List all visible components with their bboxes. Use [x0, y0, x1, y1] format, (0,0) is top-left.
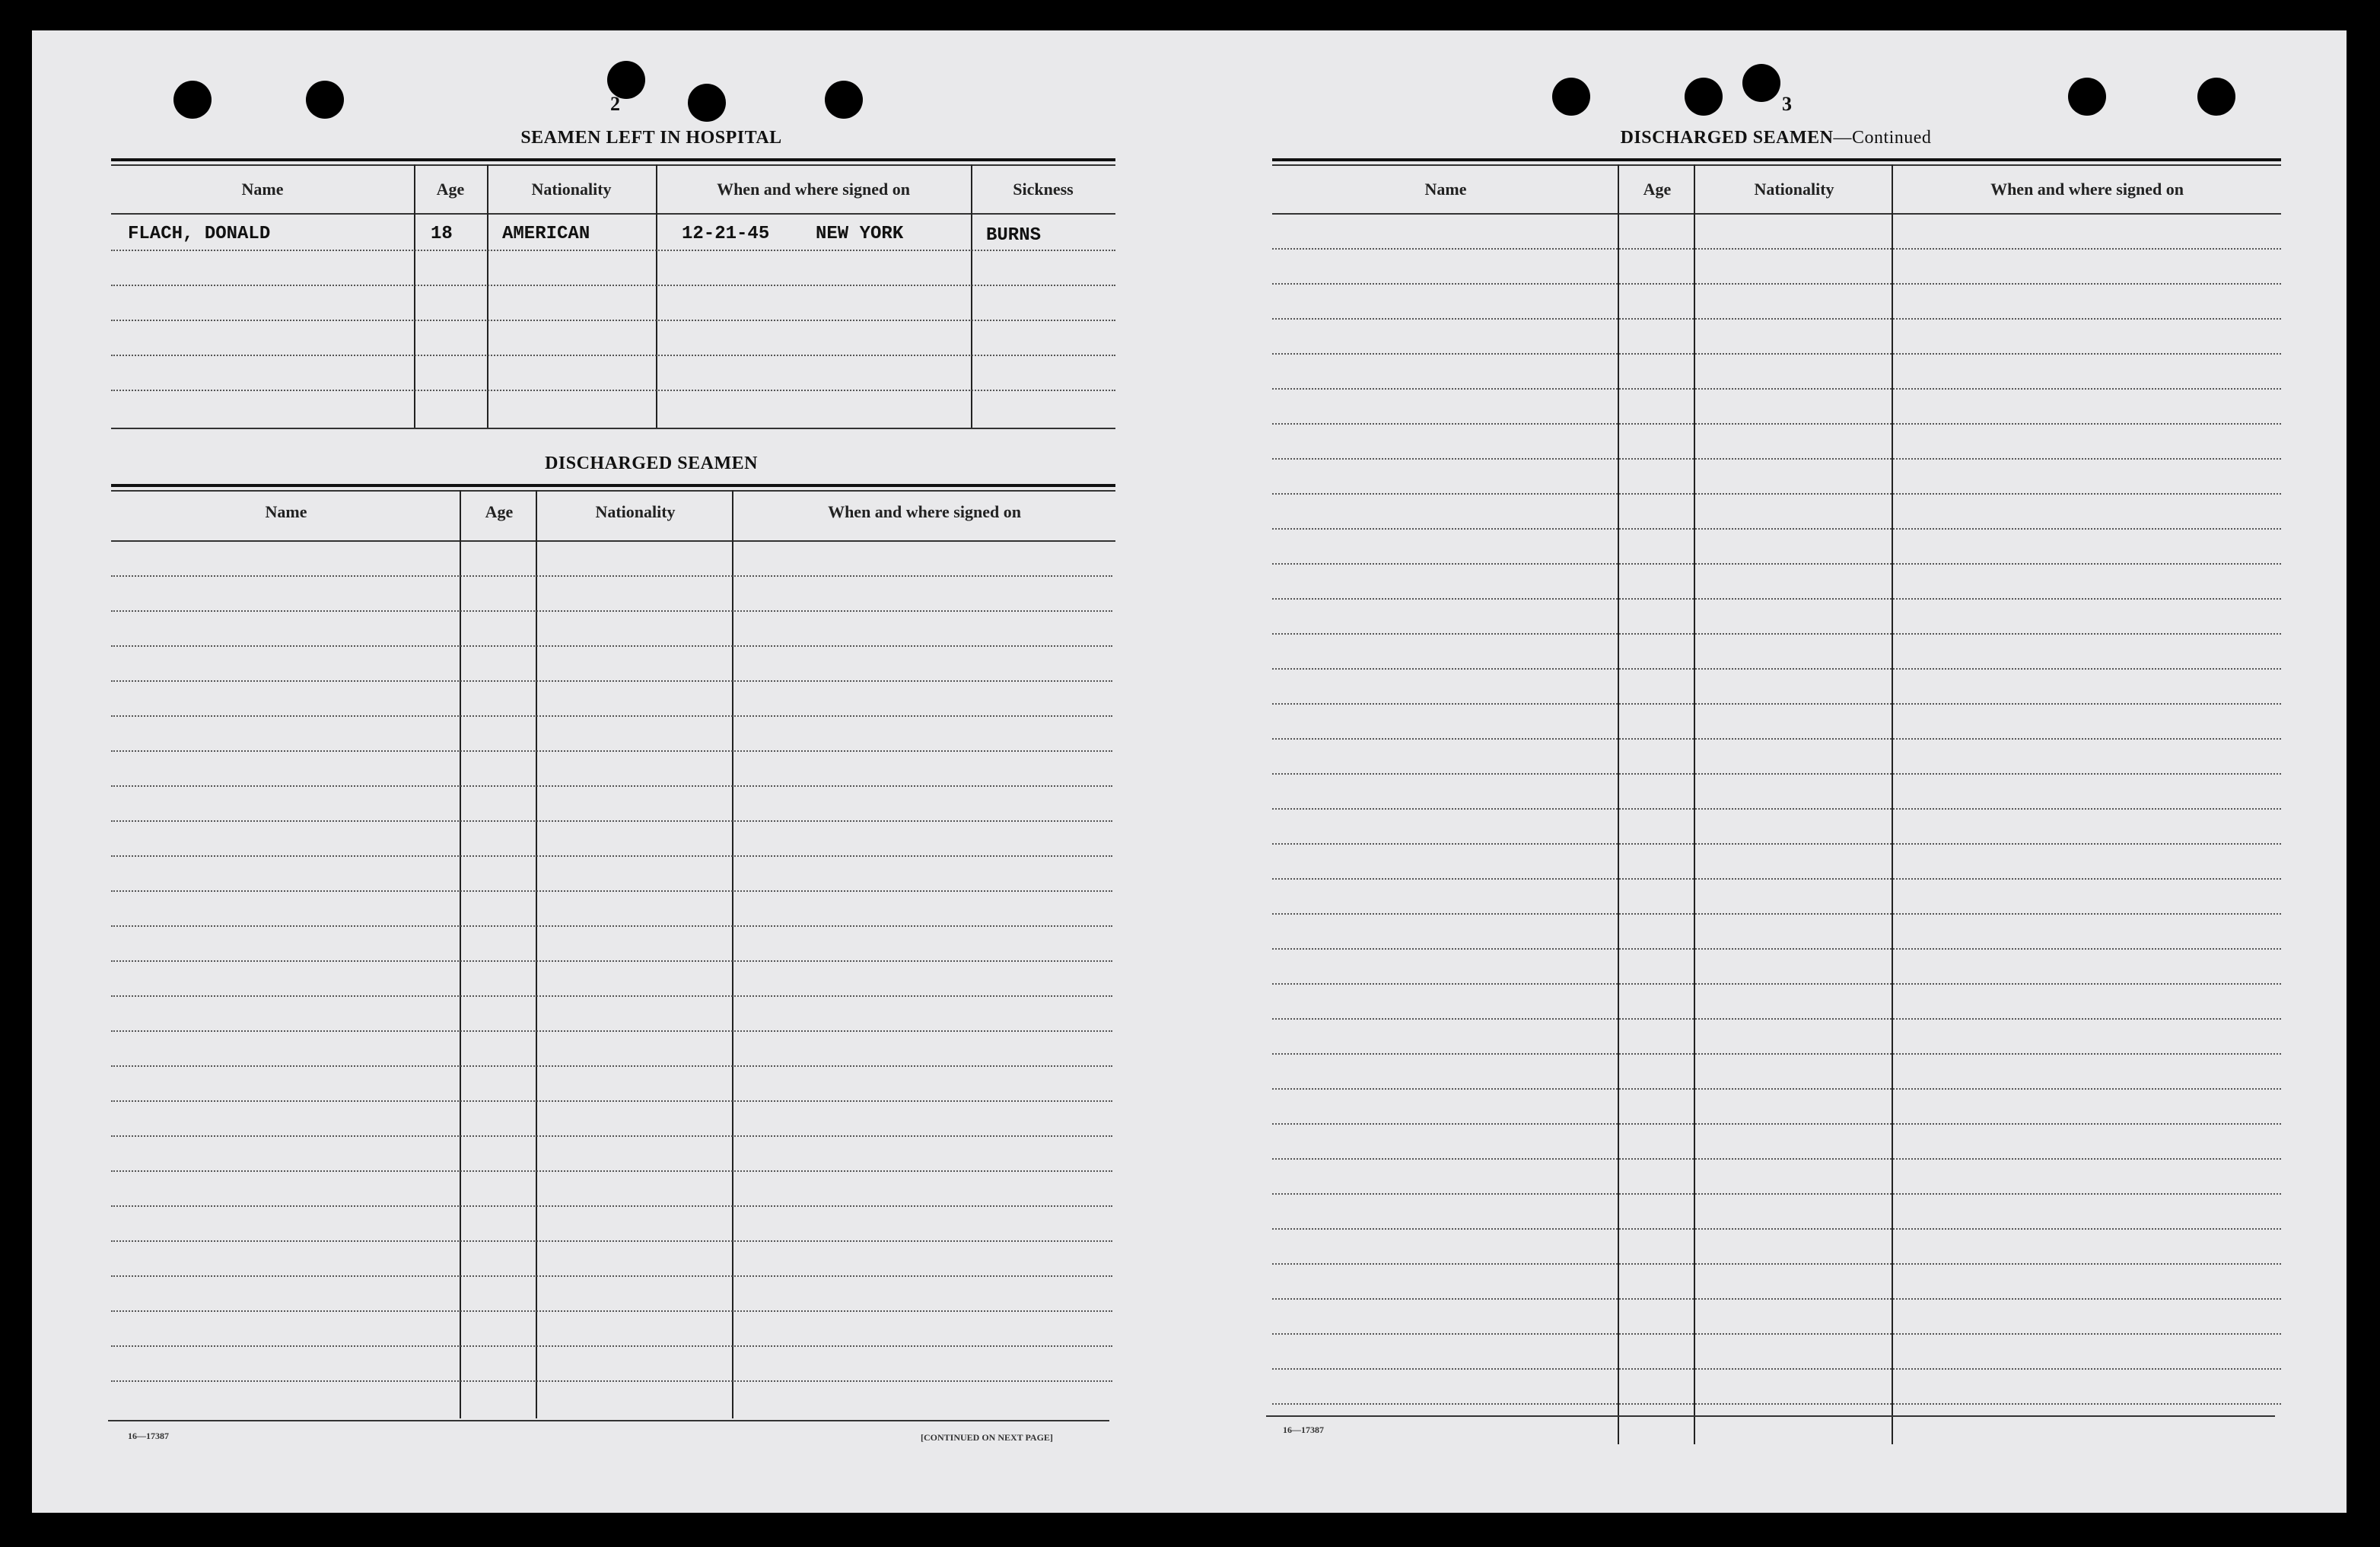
punch-hole — [1552, 78, 1590, 116]
column-header-age: Age — [485, 502, 514, 521]
row-rule — [111, 1240, 1112, 1242]
page-number: 2 — [610, 93, 620, 115]
divider — [111, 213, 1115, 215]
row-rule — [111, 1275, 1112, 1277]
column-header-age: Age — [1643, 180, 1672, 199]
hospital-entry-nationality: AMERICAN — [502, 224, 590, 244]
row-rule — [1272, 1298, 2281, 1300]
row-rule — [1272, 808, 2281, 810]
hospital-entry-age: 18 — [431, 224, 453, 244]
column-rule — [732, 490, 733, 1418]
row-rule — [1272, 1228, 2281, 1230]
column-header-signed-on: When and where signed on — [1990, 180, 2184, 199]
divider — [1266, 1415, 2275, 1417]
row-rule — [1272, 1263, 2281, 1265]
column-rule — [1618, 164, 1619, 1444]
row-rule — [111, 250, 1115, 251]
divider — [1272, 158, 2281, 161]
row-rule — [111, 1100, 1112, 1102]
row-rule — [1272, 1403, 2281, 1405]
column-header-name: Name — [1424, 180, 1467, 199]
page-number: 3 — [1782, 93, 1792, 115]
continued-note: [CONTINUED ON NEXT PAGE] — [921, 1432, 1053, 1443]
row-rule — [1272, 913, 2281, 915]
row-rule — [1272, 493, 2281, 495]
divider — [111, 428, 1115, 429]
discharged-section-title: DISCHARGED SEAMEN — [545, 454, 758, 473]
divider — [111, 540, 1115, 542]
divider — [111, 158, 1115, 161]
punch-hole — [1685, 78, 1723, 116]
row-rule — [1272, 353, 2281, 355]
row-rule — [1272, 843, 2281, 845]
row-rule — [111, 1205, 1112, 1207]
row-rule — [111, 925, 1112, 927]
row-rule — [1272, 1368, 2281, 1370]
row-rule — [1272, 388, 2281, 390]
row-rule — [111, 995, 1112, 997]
column-header-name: Name — [241, 180, 284, 199]
form-number: 16—17387 — [1283, 1424, 1324, 1435]
row-rule — [1272, 318, 2281, 320]
column-header-sickness: Sickness — [1013, 180, 1074, 199]
row-rule — [111, 610, 1112, 612]
column-rule — [460, 490, 461, 1418]
row-rule — [1272, 283, 2281, 285]
row-rule — [111, 355, 1115, 356]
divider — [111, 484, 1115, 487]
punch-hole — [688, 84, 726, 122]
row-rule — [1272, 1333, 2281, 1335]
hospital-entry-place: NEW YORK — [816, 224, 904, 244]
hospital-section-title: SEAMEN LEFT IN HOSPITAL — [520, 128, 782, 148]
row-rule — [111, 1030, 1112, 1032]
divider — [111, 164, 1115, 166]
row-rule — [111, 750, 1112, 752]
row-rule — [111, 1065, 1112, 1067]
punch-hole — [2197, 78, 2235, 116]
row-rule — [111, 1170, 1112, 1172]
title-suffix: —Continued — [1833, 128, 1932, 148]
column-header-age: Age — [436, 180, 465, 199]
row-rule — [111, 680, 1112, 682]
column-header-nationality: Nationality — [595, 502, 676, 521]
row-rule — [111, 820, 1112, 822]
row-rule — [1272, 1088, 2281, 1090]
row-rule — [1272, 703, 2281, 705]
row-rule — [1272, 948, 2281, 950]
hospital-entry-sickness: BURNS — [986, 225, 1042, 246]
row-rule — [111, 855, 1112, 857]
row-rule — [1272, 563, 2281, 565]
column-header-nationality: Nationality — [531, 180, 612, 199]
form-number: 16—17387 — [128, 1431, 169, 1441]
row-rule — [111, 390, 1115, 391]
discharged-continued-title — [1268, 128, 2284, 148]
row-rule — [1272, 633, 2281, 635]
row-rule — [111, 645, 1112, 647]
row-rule — [111, 1380, 1112, 1382]
row-rule — [111, 285, 1115, 286]
row-rule — [1272, 738, 2281, 740]
punch-hole — [825, 81, 863, 119]
row-rule — [1272, 773, 2281, 775]
row-rule — [111, 960, 1112, 962]
row-rule — [111, 715, 1112, 717]
divider — [108, 1420, 1109, 1421]
divider — [1272, 213, 2281, 215]
row-rule — [1272, 1018, 2281, 1020]
row-rule — [1272, 1193, 2281, 1195]
document-sheet — [32, 30, 2347, 1513]
title-main: DISCHARGED SEAMEN — [1620, 128, 1834, 148]
row-rule — [111, 890, 1112, 892]
hospital-entry-date: 12-21-45 — [682, 224, 770, 244]
row-rule — [111, 1135, 1112, 1137]
row-rule — [1272, 878, 2281, 880]
punch-hole — [173, 81, 212, 119]
column-header-name: Name — [265, 502, 307, 521]
row-rule — [111, 1345, 1112, 1347]
column-rule — [1892, 164, 1893, 1444]
row-rule — [1272, 598, 2281, 600]
row-rule — [1272, 248, 2281, 250]
column-header-signed-on: When and where signed on — [828, 502, 1021, 521]
hospital-entry-name: FLACH, DONALD — [128, 224, 271, 244]
punch-hole — [2068, 78, 2106, 116]
divider — [111, 490, 1115, 492]
row-rule — [1272, 458, 2281, 460]
row-rule — [111, 1310, 1112, 1312]
punch-hole — [1742, 64, 1780, 102]
column-header-signed-on: When and where signed on — [717, 180, 910, 199]
row-rule — [111, 785, 1112, 787]
row-rule — [1272, 1158, 2281, 1160]
row-rule — [1272, 983, 2281, 985]
row-rule — [1272, 528, 2281, 530]
row-rule — [111, 320, 1115, 321]
row-rule — [111, 575, 1112, 577]
column-header-nationality: Nationality — [1754, 180, 1834, 199]
column-rule — [1694, 164, 1695, 1444]
row-rule — [1272, 423, 2281, 425]
column-rule — [536, 490, 537, 1418]
divider — [1272, 164, 2281, 166]
row-rule — [1272, 1123, 2281, 1125]
punch-hole — [306, 81, 344, 119]
row-rule — [1272, 1053, 2281, 1055]
row-rule — [1272, 668, 2281, 670]
